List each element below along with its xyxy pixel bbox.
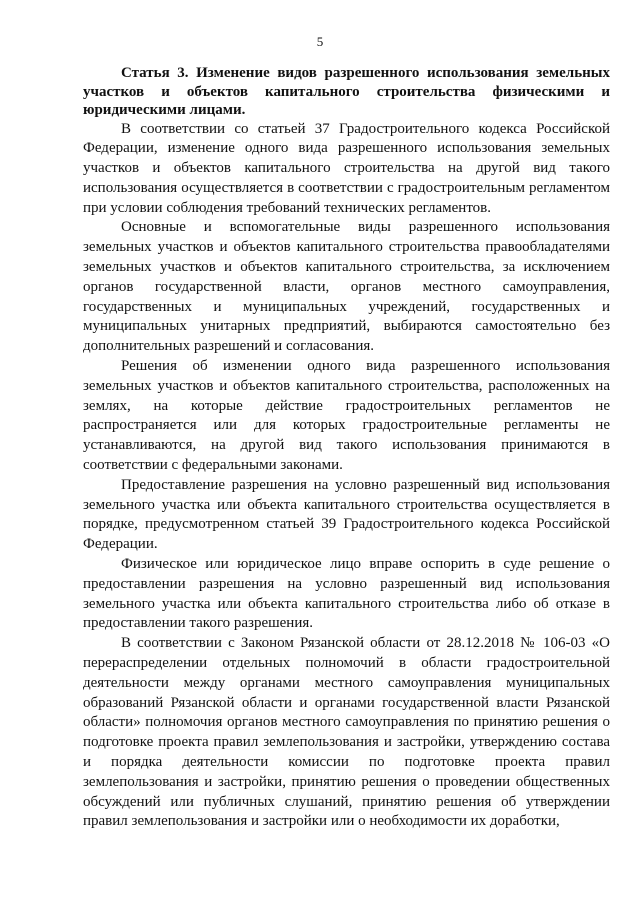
paragraph-2: Основные и вспомогательные виды разрешенного использования земельных участков и объектов капитального строительства правообладателями земельных участков и объектов капитального строительства, за исключением органов государственной власти, органов местного самоуправления, государственных и муниципальных учреждений, государственных и муниципальных унитарных предприятий, выбираются самостоятельно без дополнительных разрешений и согласования. [83, 219, 610, 355]
paragraph-4: Предоставление разрешения на условно разрешенный вид использования земельного участка или объекта капитального строительства осуществляется в порядке, предусмотренном статьей 39 Градостроительного кодекса Российской Федерации. [83, 476, 610, 553]
paragraph-5: Физическое или юридическое лицо вправе оспорить в суде решение о предоставлении разрешения на условно разрешенный вид использования земельного участка или объекта капитального строительства либо об отказе в предоставлении такого разрешения. [83, 556, 610, 632]
paragraph-1: В соответствии со статьей 37 Градостроительного кодекса Российской Федерации, изменение одного вида разрешенного использования земельных участков и объектов капитального строительства на другой вид такого использования осуществляется в соответствии с градостроительным регламентом при условии соблюдения требований технических регламентов. [83, 120, 610, 216]
article-body [83, 64, 610, 832]
page-number: 5 [316, 34, 324, 49]
paragraph-3: Решения об изменении одного вида разрешенного использования земельных участков и объектов капитального строительства, расположенных на землях, на которые действие градостроительных регламентов не распространяется или для которых градостроительные регламенты не устанавливаются, на другой вид такого использования принимаются в соответствии с федеральными законами. [83, 358, 610, 474]
article-heading: Статья 3. Изменение видов разрешенного использования земельных участков и объектов капитального строительства физическими и юридическими лицами. [83, 65, 610, 118]
paragraph-6: В соответствии с Законом Рязанской области от 28.12.2018 № 106-03 «О перераспределении отдельных полномочий в области градостроительной деятельности между органами местного самоуправления муниципальных образований Рязанской области и органами государственной власти Рязанской области» полномочия органов местного самоуправления по принятию решения о подготовке проекта правил землепользования и застройки, утверждению состава и порядка деятельности комиссии по подготовке проекта правил землепользования и застройки, принятию решения о проведении общественных обсуждений или публичных слушаний, принятию решения об утверждении правил землепользования и застройки или о необходимости их доработки, [83, 635, 610, 830]
